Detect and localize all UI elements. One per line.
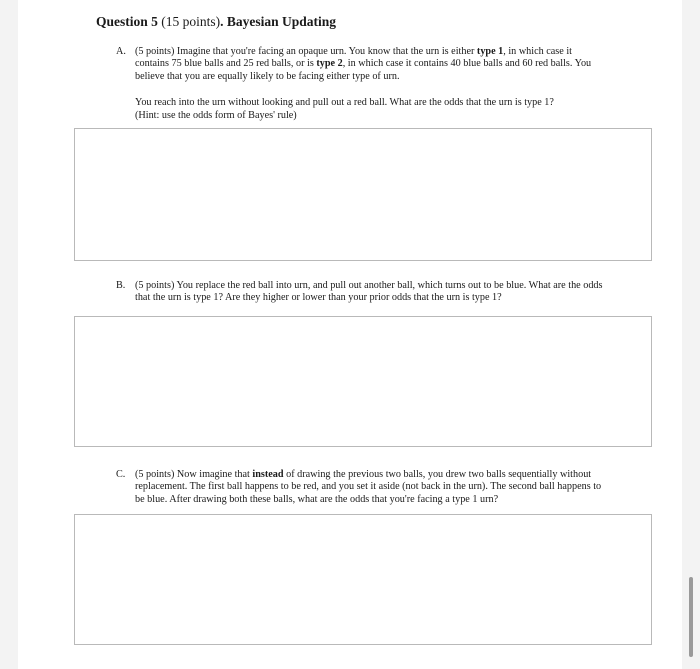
- part-a-type1-bold: type 1: [476, 46, 504, 57]
- part-c-body: [135, 469, 605, 506]
- part-a-text-1: (5 points) Imagine that you're facing an opaque urn. You know that the urn is either: [135, 46, 477, 57]
- answer-box-b[interactable]: [74, 316, 652, 447]
- part-a-type2-bold: type 2: [316, 58, 343, 70]
- part-c-letter: C.: [116, 469, 126, 480]
- part-b-letter: B.: [116, 280, 126, 291]
- part-a-question: You reach into the urn without looking and pull out a red ball. What are the odds that the urn is type 1?: [135, 97, 554, 109]
- part-a-letter: A.: [116, 46, 126, 57]
- question-topic: . Bayesian Updating: [220, 14, 337, 29]
- part-b-body: [135, 280, 605, 305]
- question-points: (15 points): [157, 14, 221, 29]
- vertical-scrollbar[interactable]: [689, 577, 693, 657]
- part-c-text-1: (5 points) Now imagine that: [135, 469, 253, 480]
- part-a-paragraph-1: [135, 46, 605, 83]
- part-a-hint: (Hint: use the odds form of Bayes' rule): [135, 109, 297, 121]
- answer-box-c[interactable]: [74, 514, 652, 645]
- answer-box-a[interactable]: [74, 128, 652, 261]
- part-a-text-2: , in which case it contains 75 blue balls and 25 red balls, or is: [135, 46, 572, 70]
- part-a-body: [135, 46, 605, 122]
- part-a-text-3: , in which case it contains 40 blue balls and 60 red balls. You believe that you are equally likely to be facing either type of urn.: [135, 58, 592, 82]
- part-c-instead-bold: instead: [252, 469, 284, 480]
- question-title: [96, 14, 336, 30]
- question-number: Question 5: [96, 14, 158, 29]
- part-c-text: [135, 469, 605, 506]
- part-b-text: (5 points) You replace the red ball into urn, and pull out another ball, which turns out to be blue. What are the odds that the urn is type 1? Are they higher or lower than your prior odds that the urn is type 1?: [135, 280, 603, 304]
- part-c-text-2: of drawing the previous two balls, you drew two balls sequentially without replacement. The first ball happens to be red, and you set it aside (not back in the urn). The second ball happens to be blue. After drawing both these balls, what are the odds that you're facing a type 1 urn?: [135, 469, 602, 505]
- part-a-paragraph-2: [135, 97, 605, 122]
